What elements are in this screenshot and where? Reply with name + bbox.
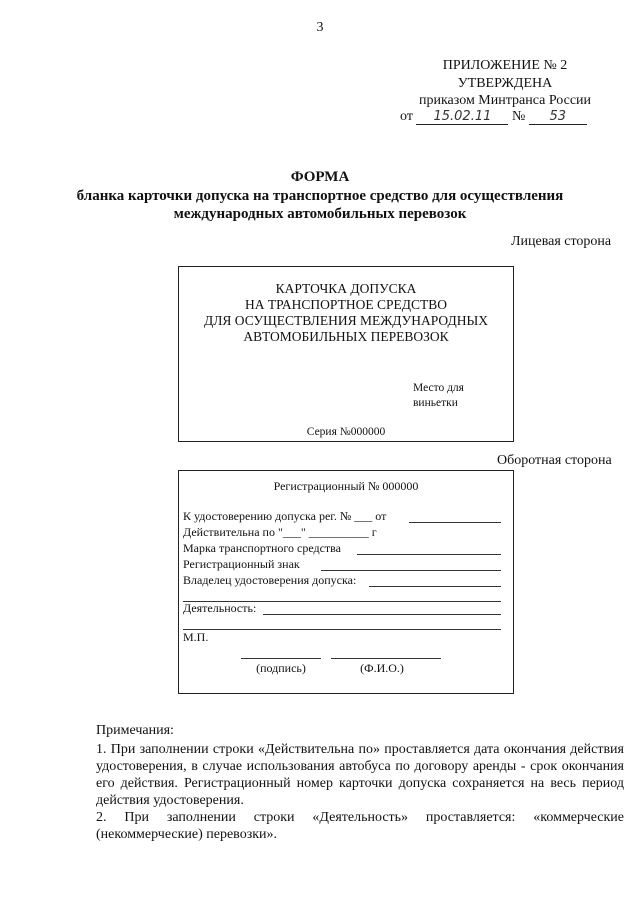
card-back	[178, 470, 514, 694]
card-front-title	[179, 281, 513, 345]
order-date: 15.02.11	[416, 109, 508, 125]
card-front	[178, 266, 514, 442]
order-date-line	[400, 109, 610, 125]
registration-number: Регистрационный № 000000	[273, 479, 419, 493]
front-side-label: Лицевая сторона	[511, 234, 612, 249]
owner-label: Владелец удостоверения допуска:	[183, 573, 357, 587]
activity-blank-2	[183, 629, 501, 630]
vignette-line: виньетки	[413, 397, 458, 409]
vehicle-brand-blank	[357, 554, 501, 555]
appendix-number: ПРИЛОЖЕНИЕ № 2	[442, 58, 568, 73]
back-side-label: Оборотная сторона	[497, 453, 612, 468]
vehicle-brand-label: Марка транспортного средства	[183, 541, 341, 555]
card-series: Серия №000000	[306, 426, 386, 438]
card-title-line: ДЛЯ ОСУЩЕСТВЛЕНИЯ МЕЖДУНАРОДНЫХ	[204, 313, 488, 328]
card-title-line: АВТОМОБИЛЬНЫХ ПЕРЕВОЗОК	[243, 329, 449, 344]
form-subtitle-1: бланка карточки допуска на транспортное средство для осуществления	[76, 188, 564, 204]
from-label: от	[400, 109, 413, 124]
certificate-date-blank	[409, 522, 501, 523]
form-title: ФОРМА	[290, 169, 350, 185]
signature-caption: (подпись)	[256, 661, 306, 675]
plate-blank	[321, 570, 501, 571]
valid-until-line: Действительна по "___" __________ г	[183, 525, 377, 539]
activity-blank	[263, 614, 501, 615]
signature-blank	[241, 658, 321, 659]
activity-label: Деятельность:	[183, 601, 257, 615]
page-number: 3	[316, 20, 324, 35]
card-title-line: КАРТОЧКА ДОПУСКА	[275, 281, 417, 296]
note-1: 1. При заполнении строки «Действительна по» проставляется дата окончания действия удостоверения, в случае использования автобуса по договору аренды - срок окончания его действия. Регистрационный номер карточки допуска сохраняется на весь период действия удостоверения.	[96, 742, 624, 808]
owner-blank	[369, 586, 501, 587]
vignette-place	[413, 381, 464, 411]
order-label: приказом Минтранса России	[418, 93, 592, 108]
fio-blank	[331, 658, 441, 659]
form-subtitle-2: международных автомобильных перевозок	[173, 206, 467, 222]
certificate-line: К удостоверению допуска рег. № ___ от	[183, 509, 387, 523]
stamp-label: М.П.	[183, 630, 209, 644]
vignette-line: Место для	[413, 382, 464, 394]
number-label: №	[511, 109, 526, 124]
card-title-line: НА ТРАНСПОРТНОЕ СРЕДСТВО	[245, 297, 447, 312]
approved-label: УТВЕРЖДЕНА	[457, 76, 553, 91]
order-number: 53	[529, 109, 587, 125]
note-2: 2. При заполнении строки «Деятельность» проставляется: «коммерческие (некоммерческие) перевозки».	[96, 810, 624, 842]
fio-caption: (Ф.И.О.)	[360, 661, 404, 675]
plate-label: Регистрационный знак	[183, 557, 300, 571]
notes-heading: Примечания:	[96, 723, 174, 738]
